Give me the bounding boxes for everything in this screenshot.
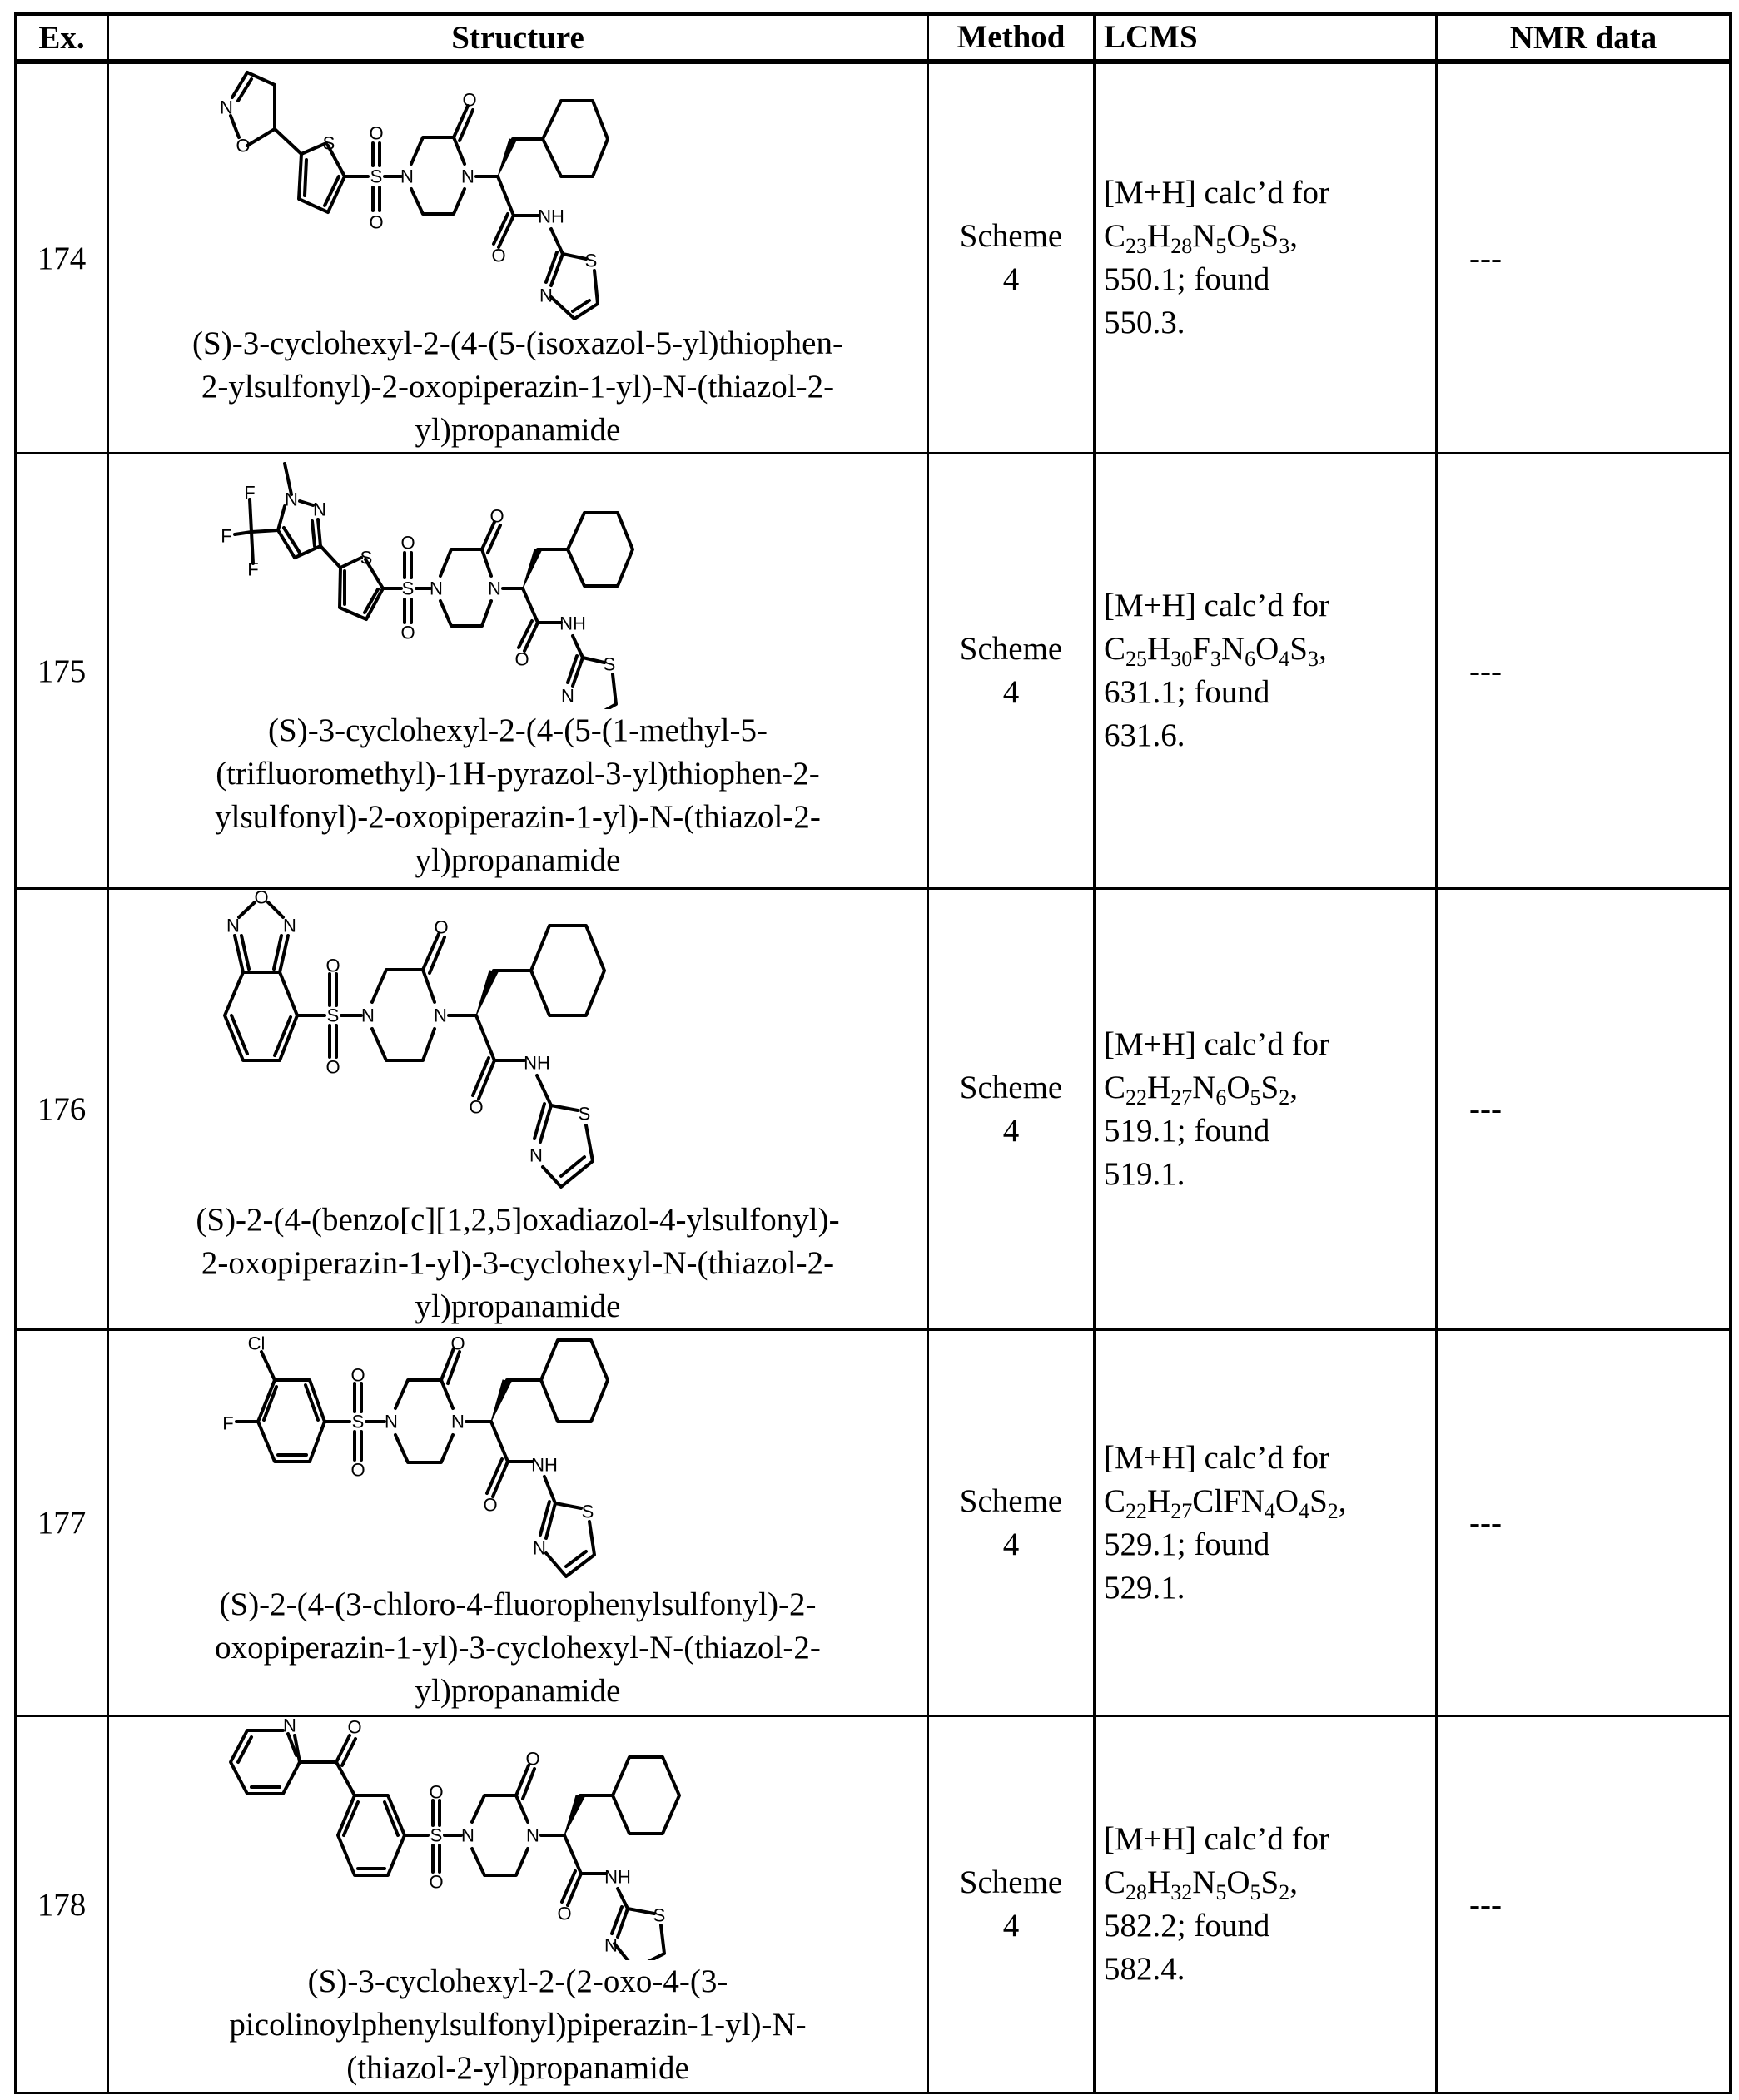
compound-table [14, 12, 1732, 2094]
structure-cell [108, 62, 928, 454]
molecular-formula: $C_{22}H_{27}N_6O_5S_2$, [1104, 1069, 1298, 1110]
svg-text:O: O [429, 1781, 444, 1803]
svg-text:O: O [514, 648, 529, 670]
svg-text:N: N [361, 1005, 375, 1025]
svg-text:O: O [462, 89, 477, 111]
svg-text:S: S [351, 1411, 365, 1432]
svg-text:O: O [469, 1096, 484, 1117]
header-method: Method [928, 14, 1095, 62]
svg-text:O: O [369, 122, 384, 144]
table-row [16, 1330, 1731, 1716]
svg-text:O: O [325, 1056, 340, 1077]
svg-text:N: N [529, 1144, 543, 1165]
header-lcms: LCMS [1095, 14, 1437, 62]
svg-text:NH: NH [531, 1454, 558, 1475]
chemical-structure-drawing [201, 891, 834, 1199]
svg-text:N: N [400, 166, 414, 187]
svg-text:O: O [236, 135, 251, 156]
compound-name: (S)-2-(4-(3-chloro-4-fluorophenylsulfonyl)-2- oxopiperazin-1-yl)-3-cyclohexyl-N-(thiazol-2- yl)propanamide [215, 1586, 821, 1709]
svg-text:S: S [401, 578, 415, 599]
table-row [16, 1716, 1731, 2093]
svg-text:S: S [370, 166, 383, 187]
svg-text:N: N [561, 685, 574, 707]
svg-text:S: S [584, 250, 598, 271]
structure-cell [108, 889, 928, 1330]
svg-text:Cl: Cl [247, 1333, 266, 1353]
svg-text:F: F [221, 525, 232, 547]
svg-text:O: O [350, 1459, 365, 1480]
molecular-formula: $C_{28}H_{32}N_5O_5S_2$, [1104, 1864, 1298, 1904]
header-nmr: NMR data [1437, 14, 1731, 62]
method-cell: Scheme 4 [928, 454, 1095, 889]
example-number: 178 [16, 1716, 108, 2093]
method-cell: Scheme 4 [928, 1716, 1095, 2093]
method-cell: Scheme 4 [928, 889, 1095, 1330]
svg-text:N: N [451, 1411, 465, 1432]
svg-text:O: O [434, 916, 449, 937]
svg-text:O: O [347, 1719, 362, 1738]
example-number: 177 [16, 1330, 108, 1716]
svg-text:O: O [350, 1364, 365, 1385]
structure-cell [108, 454, 928, 889]
svg-text:N: N [283, 1719, 296, 1736]
compound-name: (S)-3-cyclohexyl-2-(4-(5-(isoxazol-5-yl)thiophen- 2-ylsulfonyl)-2-oxopiperazin-1-yl)-N-(thiazol-2- yl)propanamide [192, 325, 843, 448]
table-row [16, 454, 1731, 889]
chemical-structure-drawing [201, 64, 834, 322]
compound-name: (S)-3-cyclohexyl-2-(2-oxo-4-(3- picolinoylphenylsulfonyl)piperazin-1-yl)-N- (thiazol-2-yl)propanamide [229, 1963, 807, 2086]
svg-text:F: F [244, 482, 256, 504]
lcms-cell: [M+H] calc’d for $C_{25}H_{30}F_3N_6O_4S_3$, 631.1; found 631.6. [1095, 454, 1437, 889]
svg-text:O: O [400, 532, 415, 554]
molecular-formula: $C_{22}H_{27}ClFN_4O_4S_2$, [1104, 1482, 1347, 1523]
svg-text:N: N [461, 166, 474, 187]
svg-text:O: O [325, 955, 340, 976]
svg-text:S: S [603, 653, 616, 675]
lcms-cell: [M+H] calc’d for $C_{22}H_{27}N_6O_5S_2$, 519.1; found 519.1. [1095, 889, 1437, 1330]
method-cell: Scheme 4 [928, 1330, 1095, 1716]
svg-text:N: N [526, 1824, 539, 1846]
nmr-cell: --- [1437, 454, 1731, 889]
lcms-cell: [M+H] calc’d for $C_{22}H_{27}ClFN_4O_4S_2$, 529.1; found 529.1. [1095, 1330, 1437, 1716]
nmr-cell: --- [1437, 1716, 1731, 2093]
table-row [16, 62, 1731, 454]
svg-text:N: N [604, 1934, 618, 1956]
svg-text:N: N [313, 499, 326, 520]
svg-text:O: O [254, 890, 269, 907]
svg-text:S: S [653, 1904, 666, 1926]
svg-text:S: S [360, 547, 373, 568]
example-number: 175 [16, 454, 108, 889]
compound-name: (S)-3-cyclohexyl-2-(4-(5-(1-methyl-5- (trifluoromethyl)-1H-pyrazol-3-yl)thiophen-2- ylsulfonyl)-2-oxopiperazin-1-yl)-N-(thiazol-2- yl)propanamide [215, 712, 821, 878]
svg-text:N: N [539, 285, 553, 306]
table-row [16, 889, 1731, 1330]
svg-text:O: O [429, 1871, 444, 1893]
lcms-cell: [M+H] calc’d for $C_{28}H_{32}N_5O_5S_2$, 582.2; found 582.4. [1095, 1716, 1437, 2093]
svg-text:N: N [226, 915, 240, 936]
svg-text:N: N [434, 1005, 447, 1025]
svg-text:N: N [488, 578, 501, 599]
svg-text:F: F [247, 559, 259, 580]
molecular-formula: $C_{25}H_{30}F_3N_6O_4S_3$, [1104, 631, 1327, 671]
svg-text:S: S [322, 132, 335, 154]
svg-text:S: S [430, 1824, 443, 1846]
svg-text:N: N [385, 1411, 398, 1432]
example-number: 176 [16, 889, 108, 1330]
svg-text:N: N [461, 1824, 474, 1846]
svg-text:NH: NH [524, 1052, 550, 1073]
structure-cell [108, 1330, 928, 1716]
header-structure: Structure [108, 14, 928, 62]
header-ex: Ex. [16, 14, 108, 62]
structure-cell [108, 1716, 928, 2093]
svg-text:O: O [491, 245, 506, 266]
chemical-structure-drawing [201, 1333, 834, 1583]
molecular-formula: $C_{23}H_{28}N_5O_5S_3$, [1104, 218, 1298, 258]
svg-text:S: S [581, 1501, 594, 1522]
svg-text:N: N [533, 1537, 546, 1558]
svg-text:O: O [557, 1903, 572, 1924]
lcms-cell: [M+H] calc’d for $C_{23}H_{28}N_5O_5S_3$, 550.1; found 550.3. [1095, 62, 1437, 454]
nmr-cell: --- [1437, 889, 1731, 1330]
svg-text:N: N [285, 489, 298, 510]
svg-text:S: S [578, 1103, 591, 1124]
svg-text:N: N [283, 915, 296, 936]
svg-text:NH: NH [604, 1866, 631, 1888]
svg-text:S: S [326, 1005, 340, 1025]
svg-text:O: O [400, 622, 415, 643]
header-row [16, 14, 1731, 62]
method-cell: Scheme 4 [928, 62, 1095, 454]
svg-text:O: O [369, 211, 384, 233]
nmr-cell: --- [1437, 62, 1731, 454]
svg-text:NH: NH [538, 206, 564, 227]
svg-text:O: O [483, 1494, 498, 1515]
svg-text:NH: NH [559, 613, 586, 634]
example-number: 174 [16, 62, 108, 454]
svg-text:N: N [220, 97, 233, 118]
svg-text:O: O [489, 505, 504, 527]
svg-text:N: N [430, 578, 443, 599]
svg-text:O: O [525, 1748, 540, 1770]
compound-name: (S)-2-(4-(benzo[c][1,2,5]oxadiazol-4-ylsulfonyl)- 2-oxopiperazin-1-yl)-3-cyclohexyl-N-(thiazol-2- yl)propanamide [196, 1201, 840, 1324]
svg-text:F: F [222, 1412, 234, 1433]
chemical-structure-drawing [201, 459, 834, 709]
svg-text:O: O [450, 1333, 465, 1353]
chemical-structure-drawing [201, 1719, 834, 1960]
nmr-cell: --- [1437, 1330, 1731, 1716]
